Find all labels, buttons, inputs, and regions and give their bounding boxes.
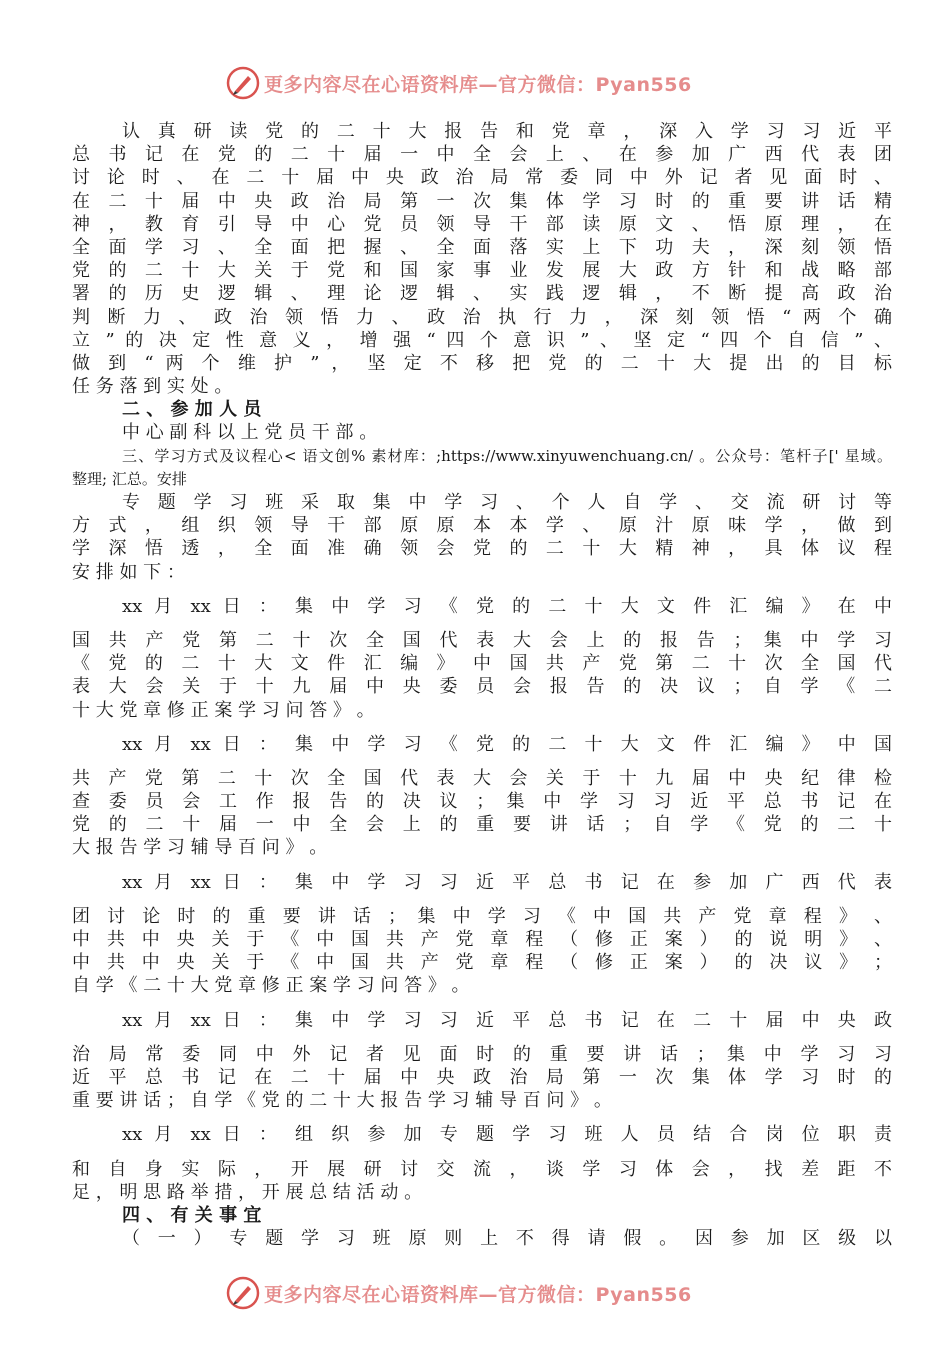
paragraph-gap — [72, 584, 892, 595]
text-line: 近 平 总 书 记 在 二 十 届 中 央 政 治 局 第 一 次 集 体 学 习 时 的 — [72, 1066, 892, 1088]
paragraph-gap — [72, 860, 892, 871]
text-line: 《 党 的 二 十 大 文 件 汇 编 》 中 国 共 产 党 第 二 十 次 全 国 代 — [72, 653, 892, 675]
text-line: 讨 论 时 、 在 二 十 届 中 央 政 治 局 常 委 同 中 外 记 者 见 面 时 、 — [72, 167, 892, 189]
footer-watermark — [226, 1276, 692, 1310]
paragraph-gap — [72, 756, 892, 767]
paragraph-gap — [72, 1112, 892, 1123]
paragraph-gap — [72, 1147, 892, 1158]
text-line: 表 大 会 关 于 十 九 届 中 央 委 员 会 报 告 的 决 议 ； 自 学 《 二 — [72, 676, 892, 698]
text-line: xx 月 xx 日 ： 集 中 学 习 《 党 的 二 十 大 文 件 汇 编 》 中 国 — [122, 733, 892, 755]
text-line: 查 委 员 会 工 作 报 告 的 决 议 ； 集 中 学 习 习 近 平 总 书 记 在 — [72, 791, 892, 813]
text-line: 总 书 记 在 党 的 二 十 届 一 中 全 会 上 、 在 参 加 广 西 代 表 团 — [72, 144, 892, 166]
paragraph-gap — [72, 1032, 892, 1043]
paragraph-gap — [72, 998, 892, 1009]
header-watermark — [226, 66, 692, 100]
text-line: 三、学习方式及议程心< 语文创% 素材库：;https://www.xinyuwenchuang.cn/ 。公众号：笔杆子[' 星域。 — [122, 446, 892, 465]
text-line: 足 ， 明 思 路 举 措 ， 开 展 总 结 活 动 。 — [72, 1181, 423, 1203]
pen-logo-icon — [226, 66, 260, 100]
text-line: 十 大 党 章 修 正 案 学 习 问 答 》 。 — [72, 699, 375, 721]
text-line: 做 到 “ 两 个 维 护 ” ， 坚 定 不 移 把 党 的 二 十 大 提 出 的 目 标 — [72, 352, 892, 374]
text-line: 在 二 十 届 中 央 政 治 局 第 一 次 集 体 学 习 时 的 重 要 讲 话 精 — [72, 190, 892, 212]
text-line: 认 真 研 读 党 的 二 十 大 报 告 和 党 章 ， 深 入 学 习 习 近 平 — [122, 121, 892, 142]
text-line: 专 题 学 习 班 采 取 集 中 学 习 、 个 人 自 学 、 交 流 研 讨 等 — [122, 492, 892, 513]
section-heading: 二 、 参 加 人 员 — [122, 399, 262, 421]
text-line: 党 的 二 十 届 一 中 全 会 上 的 重 要 讲 话 ； 自 学 《 党 的 二 十 — [72, 814, 892, 836]
watermark-text: 更多内容尽在心语资料库—官方微信：Pyan556 — [264, 73, 692, 96]
text-line: 判 断 力 、 政 治 领 悟 力 、 政 治 执 行 力 ， 深 刻 领 悟 “ 两 个 确 — [72, 306, 892, 328]
text-line: 安 排 如 下 ： — [72, 561, 185, 583]
pen-logo-icon — [226, 1276, 260, 1310]
text-line: 共 产 党 第 二 十 次 全 国 代 表 大 会 关 于 十 九 届 中 央 纪 律 检 — [72, 767, 892, 789]
text-line: 中 心 副 科 以 上 党 员 干 部 。 — [122, 422, 378, 444]
text-line: 和 自 身 实 际 ， 开 展 研 讨 交 流 ， 谈 学 习 体 会 ， 找 差 距 不 — [72, 1158, 892, 1180]
section-heading: 四 、 有 关 事 宜 — [122, 1204, 262, 1226]
text-line: 任 务 落 到 实 处 。 — [72, 376, 233, 398]
text-line: xx 月 xx 日 ： 组 织 参 加 专 题 学 习 班 人 员 结 合 岗 位 职 责 — [122, 1124, 892, 1146]
text-line: 署 的 历 史 逻 辑 、 理 论 逻 辑 、 实 践 逻 辑 ， 不 断 提 高 政 治 — [72, 283, 892, 305]
text-line: 整理; 汇总。安排 — [72, 469, 187, 488]
text-line: 神 ， 教 育 引 导 中 心 党 员 领 导 干 部 读 原 文 、 悟 原 理 ， 在 — [72, 213, 892, 235]
text-line: 全 面 学 习 、 全 面 把 握 、 全 面 落 实 上 下 功 夫 ， 深 刻 领 悟 — [72, 236, 892, 258]
text-line: 大 报 告 学 习 辅 导 百 问 》 。 — [72, 837, 328, 859]
text-line: 中 共 中 央 关 于 《 中 国 共 产 党 章 程 （ 修 正 案 ） 的 决 议 》 ； — [72, 952, 892, 974]
text-line: 国 共 产 党 第 二 十 次 全 国 代 表 大 会 上 的 报 告 ； 集 中 学 习 — [72, 629, 892, 651]
text-line: （ 一 ） 专 题 学 习 班 原 则 上 不 得 请 假 。 因 参 加 区 级 以 — [122, 1228, 892, 1250]
text-line: 学 深 悟 透 ， 全 面 准 确 领 会 党 的 二 十 大 精 神 ， 具 体 议 程 — [72, 538, 892, 560]
paragraph-gap — [72, 722, 892, 733]
watermark-text: 更多内容尽在心语资料库—官方微信：Pyan556 — [264, 1283, 692, 1306]
text-line: 重 要 讲 话 ； 自 学 《 党 的 二 十 大 报 告 学 习 辅 导 百 问 》 。 — [72, 1090, 612, 1112]
text-line: xx 月 xx 日 ： 集 中 学 习 习 近 平 总 书 记 在 二 十 届 中 央 政 — [122, 1009, 892, 1031]
text-line: 立 ” 的 决 定 性 意 义 ， 增 强 “ 四 个 意 识 ” 、 坚 定 “ 四 个 自 信 ” 、 — [72, 329, 892, 351]
text-line: 党 的 二 十 大 关 于 党 和 国 家 事 业 发 展 大 政 方 针 和 战 略 部 — [72, 260, 892, 282]
paragraph-gap — [72, 618, 892, 629]
text-line: 治 局 常 委 同 中 外 记 者 见 面 时 的 重 要 讲 话 ； 集 中 学 习 习 — [72, 1043, 892, 1065]
text-line: 方 式 ， 组 织 领 导 干 部 原 原 本 本 学 、 原 汁 原 味 学 ， 做 到 — [72, 515, 892, 537]
document-body — [72, 120, 892, 1250]
text-line: xx 月 xx 日 ： 集 中 学 习 习 近 平 总 书 记 在 参 加 广 西 代 表 — [122, 871, 892, 893]
paragraph-gap — [72, 894, 892, 905]
text-line: 自 学 《 二 十 大 党 章 修 正 案 学 习 问 答 》 。 — [72, 975, 470, 997]
text-line: 中 共 中 央 关 于 《 中 国 共 产 党 章 程 （ 修 正 案 ） 的 说 明 》 、 — [72, 929, 892, 950]
text-line: xx 月 xx 日 ： 集 中 学 习 《 党 的 二 十 大 文 件 汇 编 》 在 中 — [122, 595, 892, 617]
text-line: 团 讨 论 时 的 重 要 讲 话 ； 集 中 学 习 《 中 国 共 产 党 章 程 》 、 — [72, 905, 892, 927]
